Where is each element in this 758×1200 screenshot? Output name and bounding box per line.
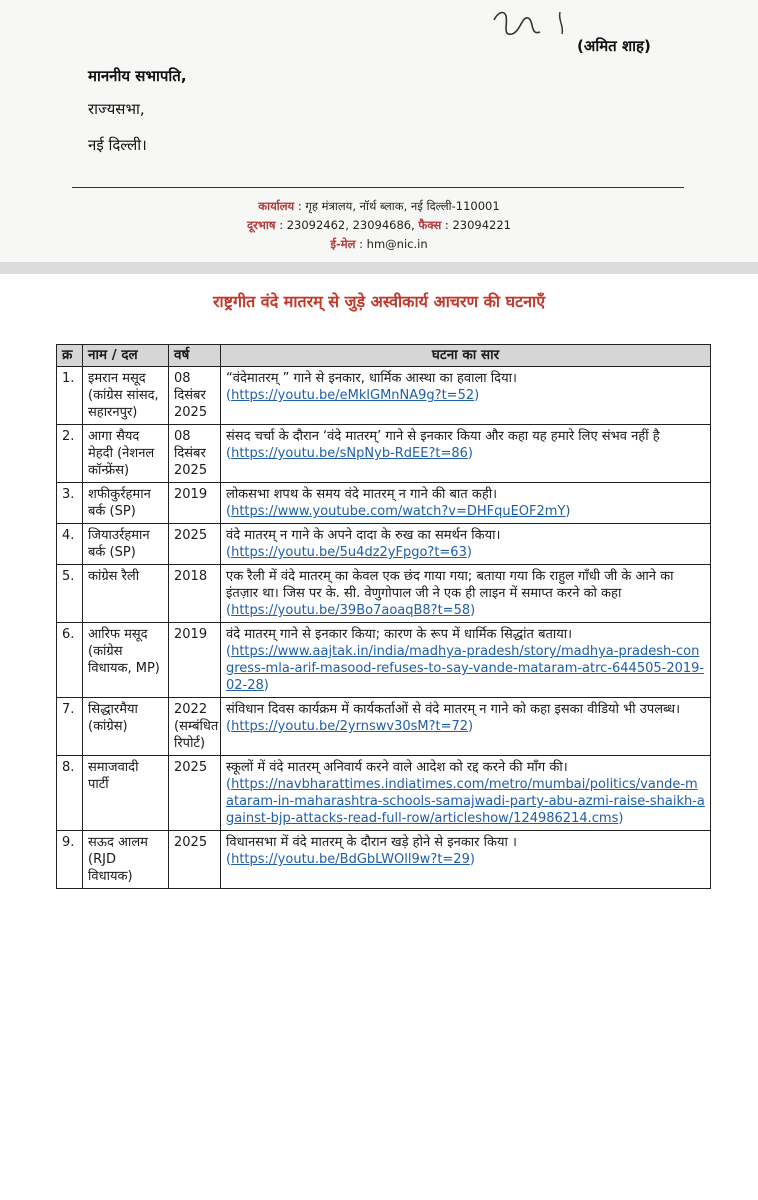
phone-value: 23092462, 23094686, <box>286 218 415 232</box>
email-value[interactable]: hm@nic.in <box>366 237 428 251</box>
source-link[interactable]: (https://youtu.be/39Bo7aoaqB8?t=58) <box>226 603 476 618</box>
table-header-row <box>57 345 711 367</box>
table-row <box>57 524 711 565</box>
cell-name: समाजवादी पार्टी <box>83 756 169 831</box>
source-link-url[interactable]: https://youtu.be/sNpNyb-RdEE?t=86 <box>231 446 468 461</box>
fax-value: 23094221 <box>452 218 511 232</box>
summary-text: संसद चर्चा के दौरान ‘वंदे मातरम्’ गाने से इनकार किया और कहा यह हमारे लिए संभव नहीं है <box>226 429 660 444</box>
header-sn: क्र <box>57 345 83 367</box>
cell-year: 2025 <box>169 524 221 565</box>
email-line <box>0 237 758 252</box>
cell-sn: 8. <box>57 756 83 831</box>
office-label: कार्यालय <box>258 199 295 213</box>
cell-summary <box>221 367 711 425</box>
divider <box>72 187 684 188</box>
annex-section <box>0 274 758 1200</box>
summary-text: वंदे मातरम् न गाने के अपने दादा के रुख का समर्थन किया। <box>226 528 501 543</box>
cell-summary <box>221 425 711 483</box>
cell-summary <box>221 831 711 889</box>
fax-sep: : <box>444 218 453 232</box>
cell-year: 2018 <box>169 565 221 623</box>
header-name: नाम / दल <box>83 345 169 367</box>
cell-name: कांग्रेस रैली <box>83 565 169 623</box>
table-row <box>57 367 711 425</box>
email-label: ई-मेल <box>330 237 356 251</box>
phone-label: दूरभाष <box>247 218 276 232</box>
cell-sn: 9. <box>57 831 83 889</box>
cell-summary <box>221 756 711 831</box>
cell-year: 2025 <box>169 756 221 831</box>
cell-name: शफीकुर्रहमान बर्क (SP) <box>83 483 169 524</box>
source-link-url[interactable]: https://www.aajtak.in/india/madhya-pradesh/story/madhya-pradesh-congress-mla-arif-masood-refuses-to-say-vande-mataram-atrc-644505-2019-02-28 <box>226 644 705 693</box>
source-link-url[interactable]: https://youtu.be/BdGbLWOll9w?t=29 <box>231 852 470 867</box>
source-link[interactable]: (https://www.aajtak.in/india/madhya-pradesh/story/madhya-pradesh-congress-mla-arif-masood-refuses-to-say-vande-mataram-atrc-644505-2019-02-28) <box>226 644 705 693</box>
fax-label: फैक्स <box>418 218 442 232</box>
email-sep: : <box>359 237 367 251</box>
cell-name: आगा सैयद मेहदी (नेशनल कॉन्फ्रेंस) <box>83 425 169 483</box>
cell-year: 2019 <box>169 483 221 524</box>
cell-summary <box>221 565 711 623</box>
cell-year: 08 दिसंबर 2025 <box>169 367 221 425</box>
office-sep: : <box>297 199 306 213</box>
header-year: वर्ष <box>169 345 221 367</box>
source-link[interactable]: (https://youtu.be/eMklGMnNA9g?t=52) <box>226 388 480 403</box>
header-summary: घटना का सार <box>221 345 711 367</box>
table-row <box>57 698 711 756</box>
page-gap <box>0 262 758 274</box>
annex-title: राष्ट्रगीत वंदे मातरम् से जुड़े अस्वीकार्य आचरण की घटनाएँ <box>212 292 546 311</box>
address-line-1: राज्यसभा, <box>88 100 145 118</box>
table-row <box>57 565 711 623</box>
summary-text: एक रैली में वंदे मातरम् का केवल एक छंद गाया गया; बताया गया कि राहुल गाँधी जी के आने का इंतज़ार था। जिस पर के. सी. वेणुगोपाल जी ने एक ही लाइन में समाप्त करने को कहा <box>226 569 674 601</box>
cell-name: इमरान मसूद (कांग्रेस सांसद, सहारनपुर) <box>83 367 169 425</box>
phone-sep: : <box>279 218 287 232</box>
source-link[interactable]: (https://navbharattimes.indiatimes.com/metro/mumbai/politics/vande-mataram-in-maharashtra-schools-samajwadi-party-abu-azmi-raise-shaikh-against-bjp-attacks-read-full-row/articleshow/124986214.cms) <box>226 777 705 826</box>
cell-sn: 3. <box>57 483 83 524</box>
cell-sn: 5. <box>57 565 83 623</box>
source-link[interactable]: (https://youtu.be/BdGbLWOll9w?t=29) <box>226 852 475 867</box>
cell-name: सऊद आलम (RJD विधायक) <box>83 831 169 889</box>
table-row <box>57 756 711 831</box>
source-link-url[interactable]: https://navbharattimes.indiatimes.com/metro/mumbai/politics/vande-mataram-in-maharashtra-schools-samajwadi-party-abu-azmi-raise-shaikh-against-bjp-attacks-read-full-row/articleshow/124986214.cms <box>226 777 705 826</box>
table-row <box>57 623 711 698</box>
summary-text: संविधान दिवस कार्यक्रम में कार्यकर्ताओं से वंदे मातरम् न गाने को कहा इसका वीडियो भी उपलब्ध। <box>226 702 681 717</box>
cell-sn: 2. <box>57 425 83 483</box>
source-link-url[interactable]: https://youtu.be/2yrnswv30sM?t=72 <box>231 719 469 734</box>
cell-year: 2022 (सम्बंधित रिपोर्ट) <box>169 698 221 756</box>
table-row <box>57 483 711 524</box>
incidents-table <box>56 344 711 889</box>
cell-summary <box>221 623 711 698</box>
source-link[interactable]: (https://youtu.be/2yrnswv30sM?t=72) <box>226 719 474 734</box>
source-link-url[interactable]: https://youtu.be/5u4dz2yFpgo?t=63 <box>231 545 467 560</box>
cell-summary <box>221 524 711 565</box>
cell-summary <box>221 483 711 524</box>
source-link-url[interactable]: https://youtu.be/eMklGMnNA9g?t=52 <box>231 388 475 403</box>
source-link-url[interactable]: https://www.youtube.com/watch?v=DHFquEOF2mY <box>231 504 566 519</box>
source-link[interactable]: (https://youtu.be/sNpNyb-RdEE?t=86) <box>226 446 473 461</box>
summary-text: स्कूलों में वंदे मातरम् अनिवार्य करने वाले आदेश को रद्द करने की माँग की। <box>226 760 568 775</box>
cell-name: जियाउर्रहमान बर्क (SP) <box>83 524 169 565</box>
summary-text: वंदे मातरम् गाने से इनकार किया; कारण के रूप में धार्मिक सिद्धांत बताया। <box>226 627 573 642</box>
letter-section <box>0 0 758 262</box>
summary-text: विधानसभा में वंदे मातरम् के दौरान खड़े होने से इनकार किया । <box>226 835 517 850</box>
contact-line <box>0 218 758 233</box>
salutation: माननीय सभापति, <box>88 67 187 85</box>
signer-name: (अमित शाह) <box>577 37 651 55</box>
cell-name: सिद्धारमैया (कांग्रेस) <box>83 698 169 756</box>
summary-text: “वंदेमातरम् ” गाने से इनकार, धार्मिक आस्था का हवाला दिया। <box>226 371 517 386</box>
office-value: गृह मंत्रालय, नॉर्थ ब्लाक, नई दिल्ली-110001 <box>305 199 500 213</box>
address-line-2: नई दिल्ली। <box>88 136 147 154</box>
cell-sn: 6. <box>57 623 83 698</box>
cell-sn: 7. <box>57 698 83 756</box>
table-row <box>57 425 711 483</box>
table-row <box>57 831 711 889</box>
cell-sn: 4. <box>57 524 83 565</box>
cell-year: 2025 <box>169 831 221 889</box>
cell-year: 08 दिसंबर 2025 <box>169 425 221 483</box>
cell-summary <box>221 698 711 756</box>
cell-name: आरिफ मसूद (कांग्रेस विधायक, MP) <box>83 623 169 698</box>
source-link[interactable]: (https://www.youtube.com/watch?v=DHFquEOF2mY) <box>226 504 571 519</box>
summary-text: लोकसभा शपथ के समय वंदे मातरम् न गाने की बात कही। <box>226 487 498 502</box>
cell-year: 2019 <box>169 623 221 698</box>
office-line <box>0 199 758 214</box>
source-link[interactable]: (https://youtu.be/5u4dz2yFpgo?t=63) <box>226 545 472 560</box>
cell-sn: 1. <box>57 367 83 425</box>
source-link-url[interactable]: https://youtu.be/39Bo7aoaqB8?t=58 <box>231 603 471 618</box>
